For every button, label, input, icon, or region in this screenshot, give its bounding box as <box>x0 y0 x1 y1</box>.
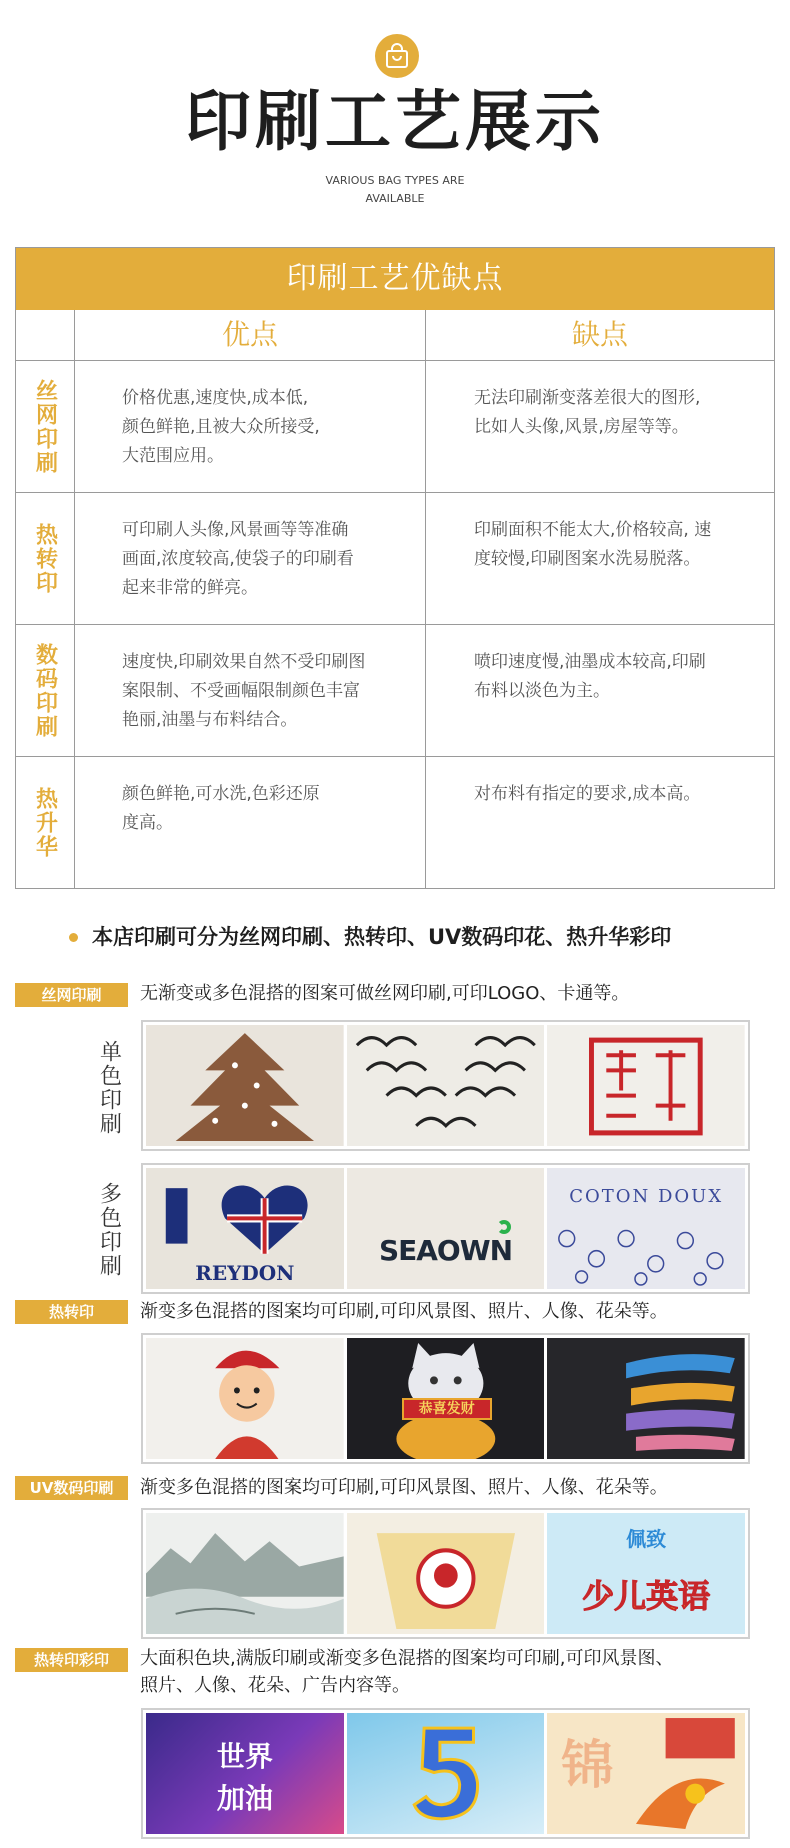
grid-line <box>16 492 774 493</box>
row-label-digital-printing: 数码印刷 <box>32 642 58 739</box>
jiayou-text: 加油 <box>216 1782 273 1815</box>
row-label-sublimation: 热升华 <box>32 786 58 859</box>
subtitle-line-1: VARIOUS BAG TYPES ARE <box>325 174 465 187</box>
cell-cons: 无法印刷渐变落差很大的图形, 比如人头像,风景,房屋等等。 <box>474 388 701 437</box>
comparison-title: 印刷工艺优缺点 <box>16 248 774 310</box>
seaown-logo-mark <box>497 1220 511 1234</box>
reydon-text: REYDON <box>195 1261 295 1285</box>
mono-print-label: 单色印刷 <box>96 1040 122 1136</box>
page-title: 印刷工艺展示 <box>185 83 605 160</box>
photo-christmas-tree <box>146 1025 344 1146</box>
photo-world-jiayou <box>146 1713 344 1834</box>
photo-coton-doux-bag <box>547 1168 745 1289</box>
sublimation-gallery <box>141 1708 750 1839</box>
grid-line <box>425 310 426 888</box>
cell-pros: 价格优惠,速度快,成本低, 颜色鲜艳,且被大众所接受, 大范围应用。 <box>122 388 320 466</box>
photo-red-seal <box>547 1025 745 1146</box>
photo-number-five <box>347 1713 545 1834</box>
photo-jin-koi <box>547 1713 745 1834</box>
heat-transfer-gallery <box>141 1333 750 1464</box>
photo-reydon-bag <box>146 1168 344 1289</box>
intro-text: 本店印刷可分为丝网印刷、热转印、UV数码印花、热升华彩印 <box>92 925 672 949</box>
photo-lucky-cat <box>347 1338 545 1459</box>
photo-ink-landscape <box>146 1513 344 1634</box>
jin-text: 锦 <box>561 1735 614 1796</box>
bullet-dot <box>69 933 78 942</box>
coton-doux-text: COTON DOUX <box>569 1186 724 1207</box>
cell-pros: 颜色鲜艳,可水洗,色彩还原 度高。 <box>122 784 320 833</box>
multi-print-gallery <box>141 1163 750 1294</box>
brand-peizhi-text: 佩致 <box>626 1527 667 1551</box>
grid-line <box>16 360 774 361</box>
tag-sublimation: 热转印彩印 <box>15 1648 128 1672</box>
uv-digital-gallery <box>141 1508 750 1639</box>
multi-print-label: 多色印刷 <box>96 1182 122 1278</box>
photo-rat-logo-bag <box>347 1513 545 1634</box>
uv-digital-desc: 渐变多色混搭的图案均可印刷,可印风景图、照片、人像、花朵等。 <box>140 1477 668 1498</box>
page-subtitle <box>0 172 790 208</box>
row-label-screen-printing: 丝网印刷 <box>32 378 58 475</box>
comparison-table <box>15 247 775 889</box>
screen-printing-desc: 无渐变或多色混搭的图案可做丝网印刷,可印LOGO、卡通等。 <box>140 983 630 1004</box>
shopping-bag-icon <box>386 43 408 69</box>
kids-english-text: 少儿英语 <box>582 1577 711 1615</box>
photo-colorful-stripes <box>547 1338 745 1459</box>
seaown-text: SEAOWN <box>378 1234 513 1267</box>
world-text: 世界 <box>216 1740 273 1773</box>
cell-pros: 速度快,印刷效果自然不受印刷图 案限制、不受画幅限制颜色丰富 艳丽,油墨与布料结合。 <box>122 652 366 730</box>
cell-cons: 喷印速度慢,油墨成本较高,印刷 布料以淡色为主。 <box>474 652 706 701</box>
photo-seaown-bag <box>347 1168 545 1289</box>
cell-cons: 印刷面积不能太大,价格较高, 速 度较慢,印刷图案水洗易脱落。 <box>474 520 712 569</box>
heat-transfer-desc: 渐变多色混搭的图案均可印刷,可印风景图、照片、人像、花朵等。 <box>140 1301 668 1322</box>
cell-pros: 可印刷人头像,风景画等等准确 画面,浓度较高,使袋子的印刷看 起来非常的鲜亮。 <box>122 520 354 598</box>
sublimation-desc-line-2: 照片、人像、花朵、广告内容等。 <box>140 1675 410 1696</box>
tag-screen-printing: 丝网印刷 <box>15 983 128 1007</box>
logo-badge <box>375 34 419 78</box>
lucky-banner-text: 恭喜发财 <box>402 1398 492 1420</box>
grid-line <box>16 756 774 757</box>
grid-line <box>74 310 75 888</box>
column-header-cons: 缺点 <box>571 318 628 351</box>
photo-wave-pattern <box>347 1025 545 1146</box>
grid-line <box>16 624 774 625</box>
tag-uv-digital: UV数码印刷 <box>15 1476 128 1500</box>
mono-print-gallery <box>141 1020 750 1151</box>
cell-cons: 对布料有指定的要求,成本高。 <box>474 784 701 804</box>
subtitle-line-2: AVAILABLE <box>365 192 425 205</box>
tag-heat-transfer: 热转印 <box>15 1300 128 1324</box>
photo-kids-english-bag <box>547 1513 745 1634</box>
row-label-heat-transfer: 热转印 <box>32 522 58 595</box>
sublimation-desc-line-1: 大面积色块,满版印刷或渐变多色混搭的图案均可印刷,可印风景图、 <box>140 1648 674 1669</box>
sublimation-desc <box>140 1645 673 1699</box>
photo-cartoon-boy <box>146 1338 344 1459</box>
column-header-pros: 优点 <box>221 318 278 351</box>
